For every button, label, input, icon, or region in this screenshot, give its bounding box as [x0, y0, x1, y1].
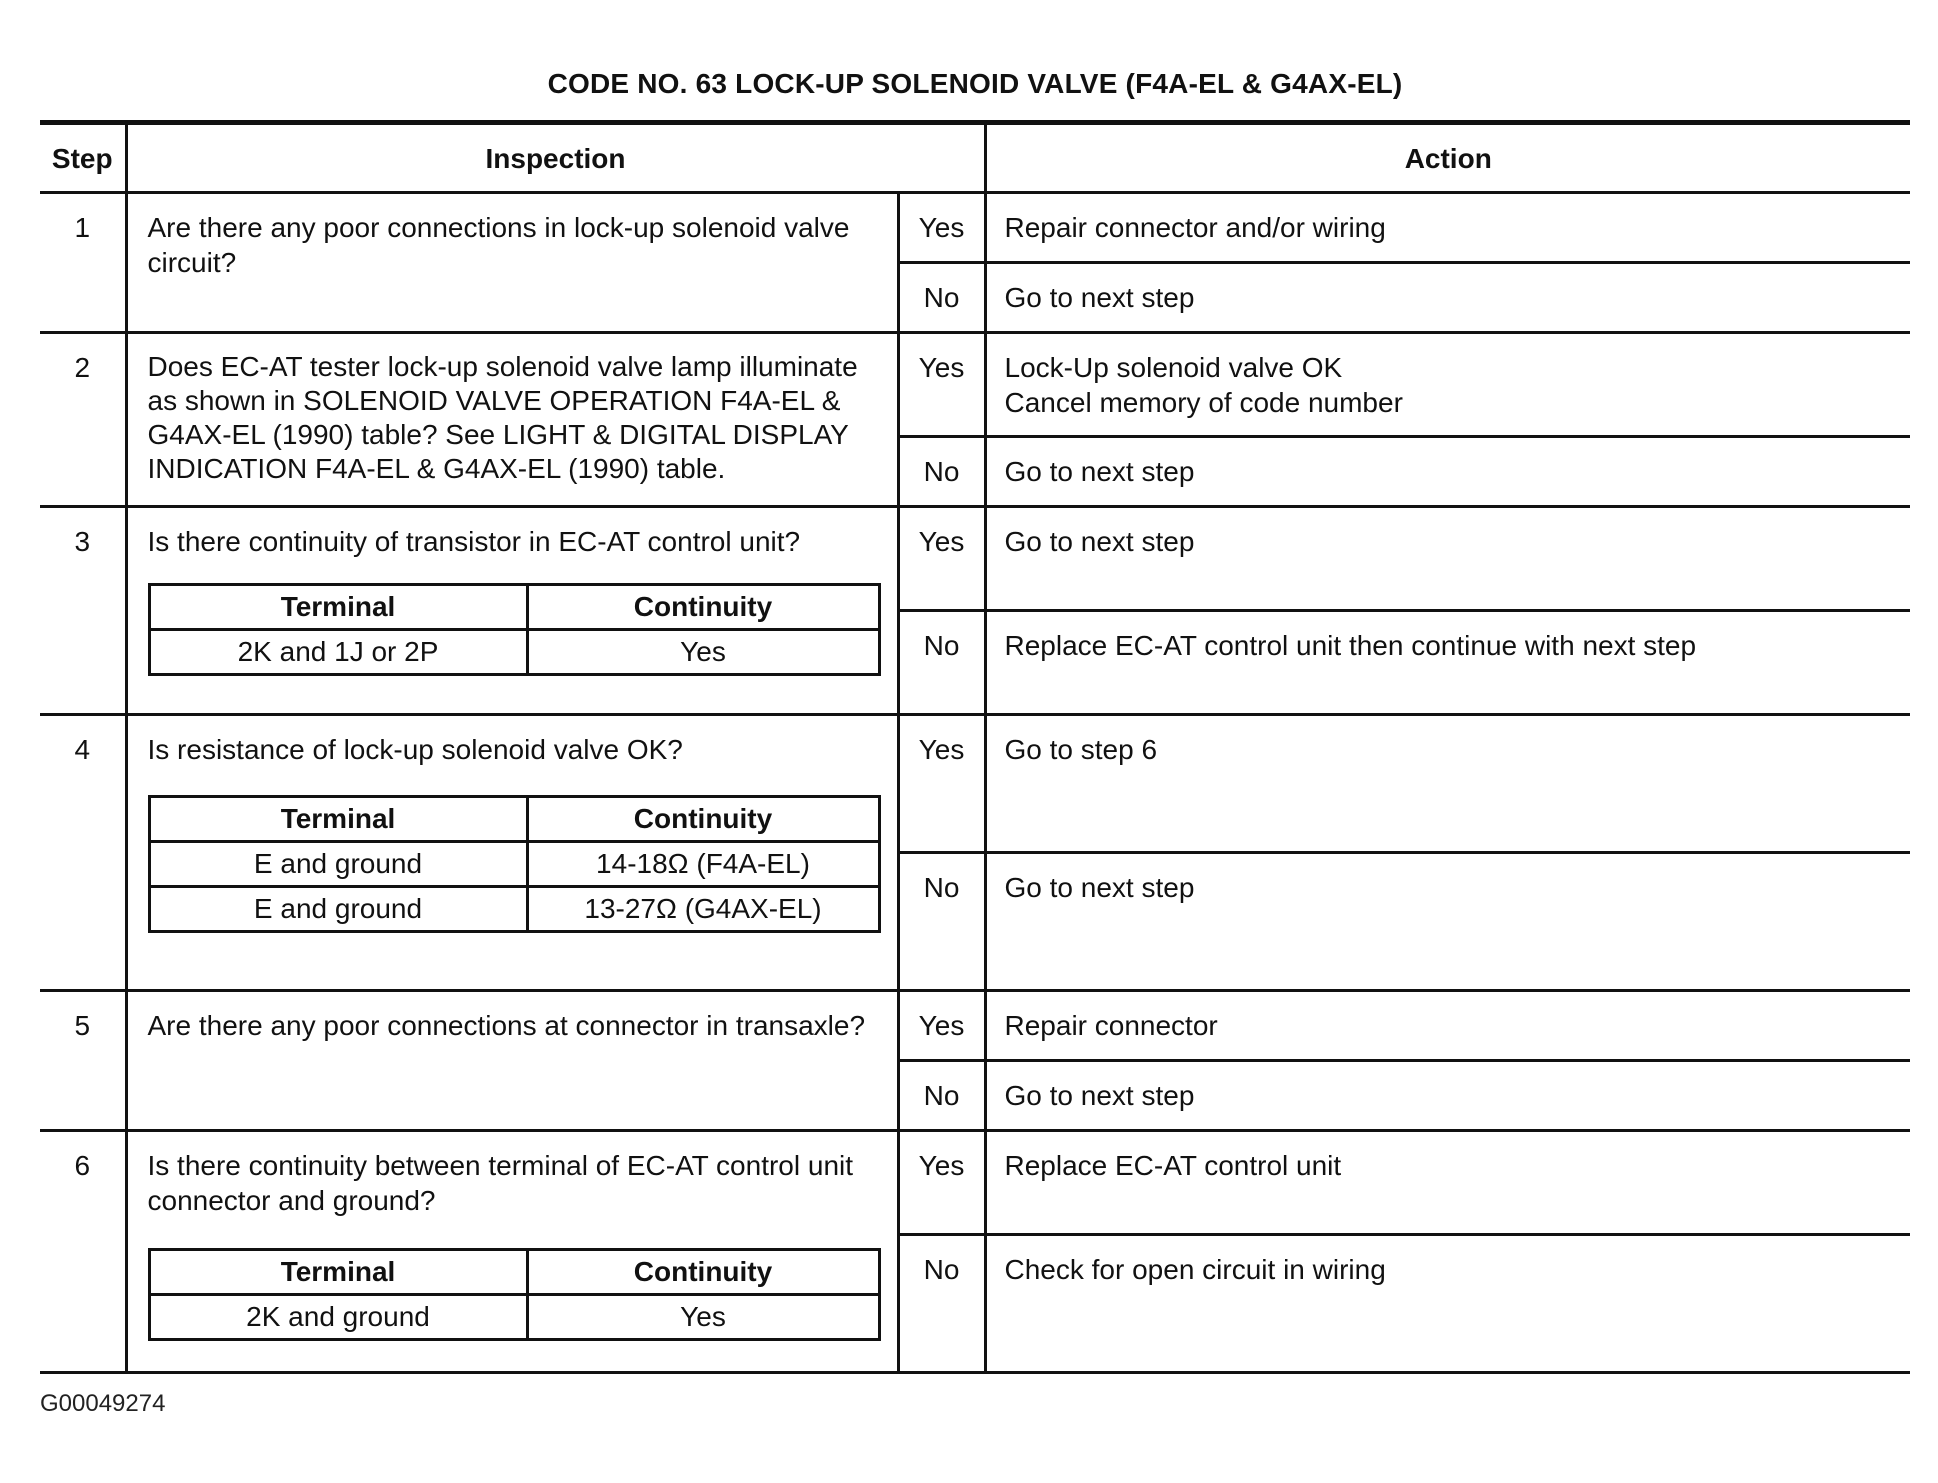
diagnostic-table: [40, 120, 1910, 1374]
inspection-cell: [126, 1131, 898, 1373]
yes-action: Go to next step: [985, 507, 1910, 611]
resistance-table: [148, 795, 881, 933]
page-title: CODE NO. 63 LOCK-UP SOLENOID VALVE (F4A-EL & G4AX-EL): [547, 68, 1403, 99]
resistance-table-header: [149, 797, 879, 842]
inspection-text: Is there continuity of transistor in EC-AT control unit?: [147, 526, 801, 557]
continuity-value: Yes: [527, 1295, 879, 1340]
inspection-cell: [126, 507, 898, 715]
yes-label: Yes: [898, 507, 985, 611]
continuity-table-header: [149, 585, 879, 630]
step-2-yes-row: [40, 333, 1910, 437]
no-label: No: [898, 1235, 985, 1373]
no-action: Go to next step: [985, 437, 1910, 507]
yes-label: Yes: [898, 1131, 985, 1235]
yes-action: Repair connector: [985, 991, 1910, 1061]
no-label: No: [898, 263, 985, 333]
yes-action-line-2: Cancel memory of code number: [1004, 387, 1403, 418]
terminal-value: E and ground: [149, 842, 527, 887]
step-number: 1: [40, 193, 126, 333]
inspection-text: Are there any poor connections in lock-up solenoid valve circuit?: [126, 193, 898, 333]
continuity-value: 14-18Ω (F4A-EL): [527, 842, 879, 887]
inspection-cell: [126, 715, 898, 991]
step-number: 5: [40, 991, 126, 1131]
step-number: 4: [40, 715, 126, 991]
yes-label: Yes: [898, 715, 985, 853]
header-inspection: Inspection: [126, 123, 985, 193]
step-number: 6: [40, 1131, 126, 1373]
inspection-text: Does EC-AT tester lock-up solenoid valve lamp illuminate as shown in SOLENOID VALVE OPERATION F4A-EL & G4AX-EL (1990) table? See LIGHT & DIGITAL DISPLAY INDICATION F4A-EL & G4AX-EL (1990) table.: [126, 333, 898, 507]
terminal-header: Terminal: [149, 1250, 527, 1295]
continuity-table: [148, 1248, 881, 1341]
table-row: [149, 1295, 879, 1340]
inspection-text: Is resistance of lock-up solenoid valve OK?: [147, 734, 683, 765]
continuity-value: Yes: [527, 630, 879, 675]
yes-label: Yes: [898, 333, 985, 437]
continuity-value: 13-27Ω (G4AX-EL): [527, 887, 879, 932]
terminal-value: 2K and ground: [149, 1295, 527, 1340]
terminal-value: 2K and 1J or 2P: [149, 630, 527, 675]
no-label: No: [898, 1061, 985, 1131]
step-number: 2: [40, 333, 126, 507]
yes-action: Replace EC-AT control unit: [985, 1131, 1910, 1235]
step-3-yes-row: [40, 507, 1910, 611]
table-header-row: [40, 123, 1910, 193]
yes-action: [985, 333, 1910, 437]
continuity-header: Continuity: [527, 797, 879, 842]
no-action: Go to next step: [985, 1061, 1910, 1131]
yes-action: Go to step 6: [985, 715, 1910, 853]
no-action: Go to next step: [985, 853, 1910, 991]
no-action: Replace EC-AT control unit then continue with next step: [985, 611, 1910, 715]
yes-label: Yes: [898, 991, 985, 1061]
yes-label: Yes: [898, 193, 985, 263]
no-label: No: [898, 611, 985, 715]
continuity-header: Continuity: [527, 585, 879, 630]
inspection-text: Are there any poor connections at connector in transaxle?: [126, 991, 898, 1131]
header-action: Action: [985, 123, 1910, 193]
terminal-value: E and ground: [149, 887, 527, 932]
yes-action: Repair connector and/or wiring: [985, 193, 1910, 263]
continuity-table: [148, 583, 881, 676]
figure-code: G00049274: [40, 1390, 166, 1417]
table-row: [149, 842, 879, 887]
terminal-header: Terminal: [149, 797, 527, 842]
step-4-yes-row: [40, 715, 1910, 853]
step-1-yes-row: [40, 193, 1910, 263]
no-label: No: [898, 853, 985, 991]
no-action: Check for open circuit in wiring: [985, 1235, 1910, 1373]
step-number: 3: [40, 507, 126, 715]
table-row: [149, 887, 879, 932]
continuity-table-header: [149, 1250, 879, 1295]
no-action: Go to next step: [985, 263, 1910, 333]
no-label: No: [898, 437, 985, 507]
header-step: Step: [40, 123, 126, 193]
yes-action-line-1: Lock-Up solenoid valve OK: [1004, 352, 1343, 383]
step-5-yes-row: [40, 991, 1910, 1061]
table-row: [149, 630, 879, 675]
step-6-yes-row: [40, 1131, 1910, 1235]
inspection-text: Is there continuity between terminal of EC-AT control unit connector and ground?: [147, 1150, 854, 1216]
continuity-header: Continuity: [527, 1250, 879, 1295]
terminal-header: Terminal: [149, 585, 527, 630]
